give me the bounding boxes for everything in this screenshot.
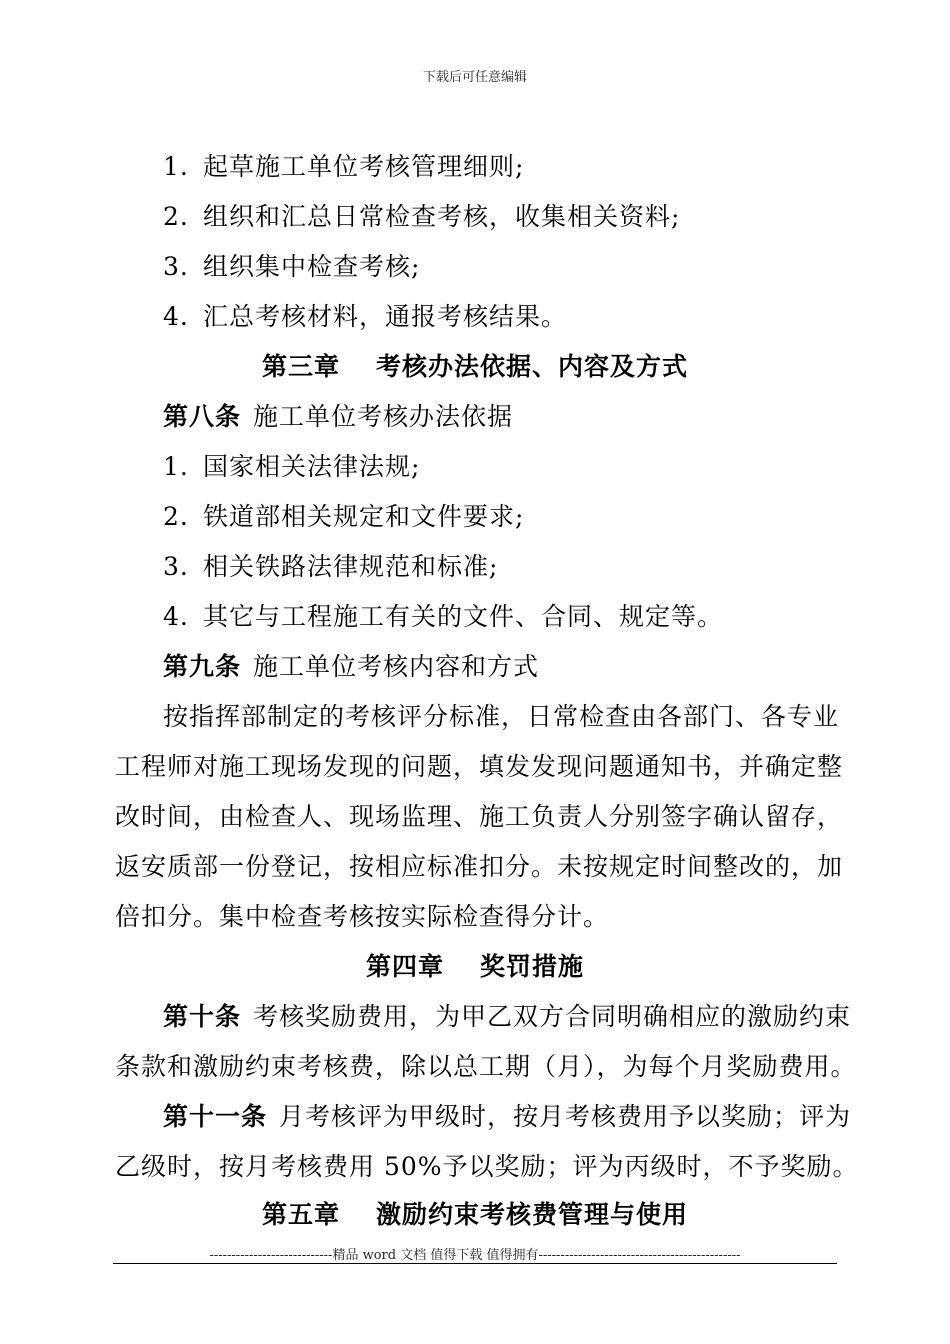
article-text: 施工单位考核办法依据	[253, 402, 514, 431]
list-number: 4.	[163, 302, 189, 331]
list-number: 1.	[163, 452, 189, 481]
article-text: 考核奖励费用，为甲乙双方合同明确相应的激励约束	[253, 1002, 852, 1031]
list-text: 铁道部相关规定和文件要求;	[203, 502, 525, 531]
paragraph-line: 条款和激励约束考核费，除以总工期（月），为每个月奖励费用。	[115, 1052, 857, 1081]
article-heading	[163, 1002, 851, 1032]
article-label: 第九条	[163, 652, 242, 681]
list-number: 2.	[163, 502, 189, 531]
list-number: 4.	[163, 602, 189, 631]
list-text: 相关铁路法律规范和标准;	[203, 552, 499, 581]
chapter-label: 第五章	[261, 1200, 340, 1229]
article-text: 施工单位考核内容和方式	[253, 652, 540, 681]
list-item	[163, 252, 420, 282]
list-text: 组织和汇总日常检查考核，收集相关资料;	[203, 202, 681, 231]
chapter-title: 考核办法依据、内容及方式	[376, 352, 689, 381]
list-number: 3.	[163, 252, 189, 281]
header-note: 下载后可任意编辑	[422, 70, 527, 85]
article-text: 月考核评为甲级时，按月考核费用予以奖励；评为	[279, 1102, 852, 1131]
article-heading	[163, 652, 539, 682]
chapter-heading	[0, 352, 950, 382]
chapter-title: 奖罚措施	[480, 952, 585, 981]
list-number: 2.	[163, 202, 189, 231]
paragraph-line: 按指挥部制定的考核评分标准，日常检查由各部门、各专业	[163, 702, 840, 731]
paragraph-line: 乙级时，按月考核费用 50%予以奖励；评为丙级时，不予奖励。	[115, 1152, 859, 1181]
list-text: 国家相关法律法规;	[203, 452, 421, 481]
chapter-label: 第四章	[365, 952, 444, 981]
footer-rule	[113, 1263, 837, 1264]
chapter-title: 激励约束考核费管理与使用	[376, 1200, 689, 1229]
list-number: 1.	[163, 152, 189, 181]
list-text: 其它与工程施工有关的文件、合同、规定等。	[203, 602, 724, 631]
paragraph-line: 返安质部一份登记，按相应标准扣分。未按规定时间整改的，加	[115, 852, 844, 881]
chapter-label: 第三章	[261, 352, 340, 381]
paragraph-line: 工程师对施工现场发现的问题，填发发现问题通知书，并确定整	[115, 752, 844, 781]
list-item	[163, 452, 420, 482]
list-item	[163, 502, 524, 532]
paragraph-line: 倍扣分。集中检查考核按实际检查得分计。	[115, 902, 610, 931]
article-label: 第十一条	[163, 1102, 268, 1131]
article-label: 第八条	[163, 402, 242, 431]
list-text: 组织集中检查考核;	[203, 252, 421, 281]
list-item	[163, 152, 524, 182]
list-text: 起草施工单位考核管理细则;	[203, 152, 525, 181]
list-text: 汇总考核材料，通报考核结果。	[203, 302, 568, 331]
paragraph-line: 改时间，由检查人、现场监理、施工负责人分别签字确认留存，	[115, 802, 844, 831]
list-item	[163, 602, 723, 632]
article-heading	[163, 1102, 851, 1132]
list-item	[163, 302, 567, 332]
chapter-heading	[0, 952, 950, 982]
footer-note: ----------------------------精品 word 文档 值得下载 值得拥有----------------------------------------------	[209, 1248, 741, 1263]
article-label: 第十条	[163, 1002, 242, 1031]
list-item	[163, 202, 680, 232]
chapter-heading	[0, 1200, 950, 1230]
list-item	[163, 552, 498, 582]
article-heading	[163, 402, 513, 432]
list-number: 3.	[163, 552, 189, 581]
